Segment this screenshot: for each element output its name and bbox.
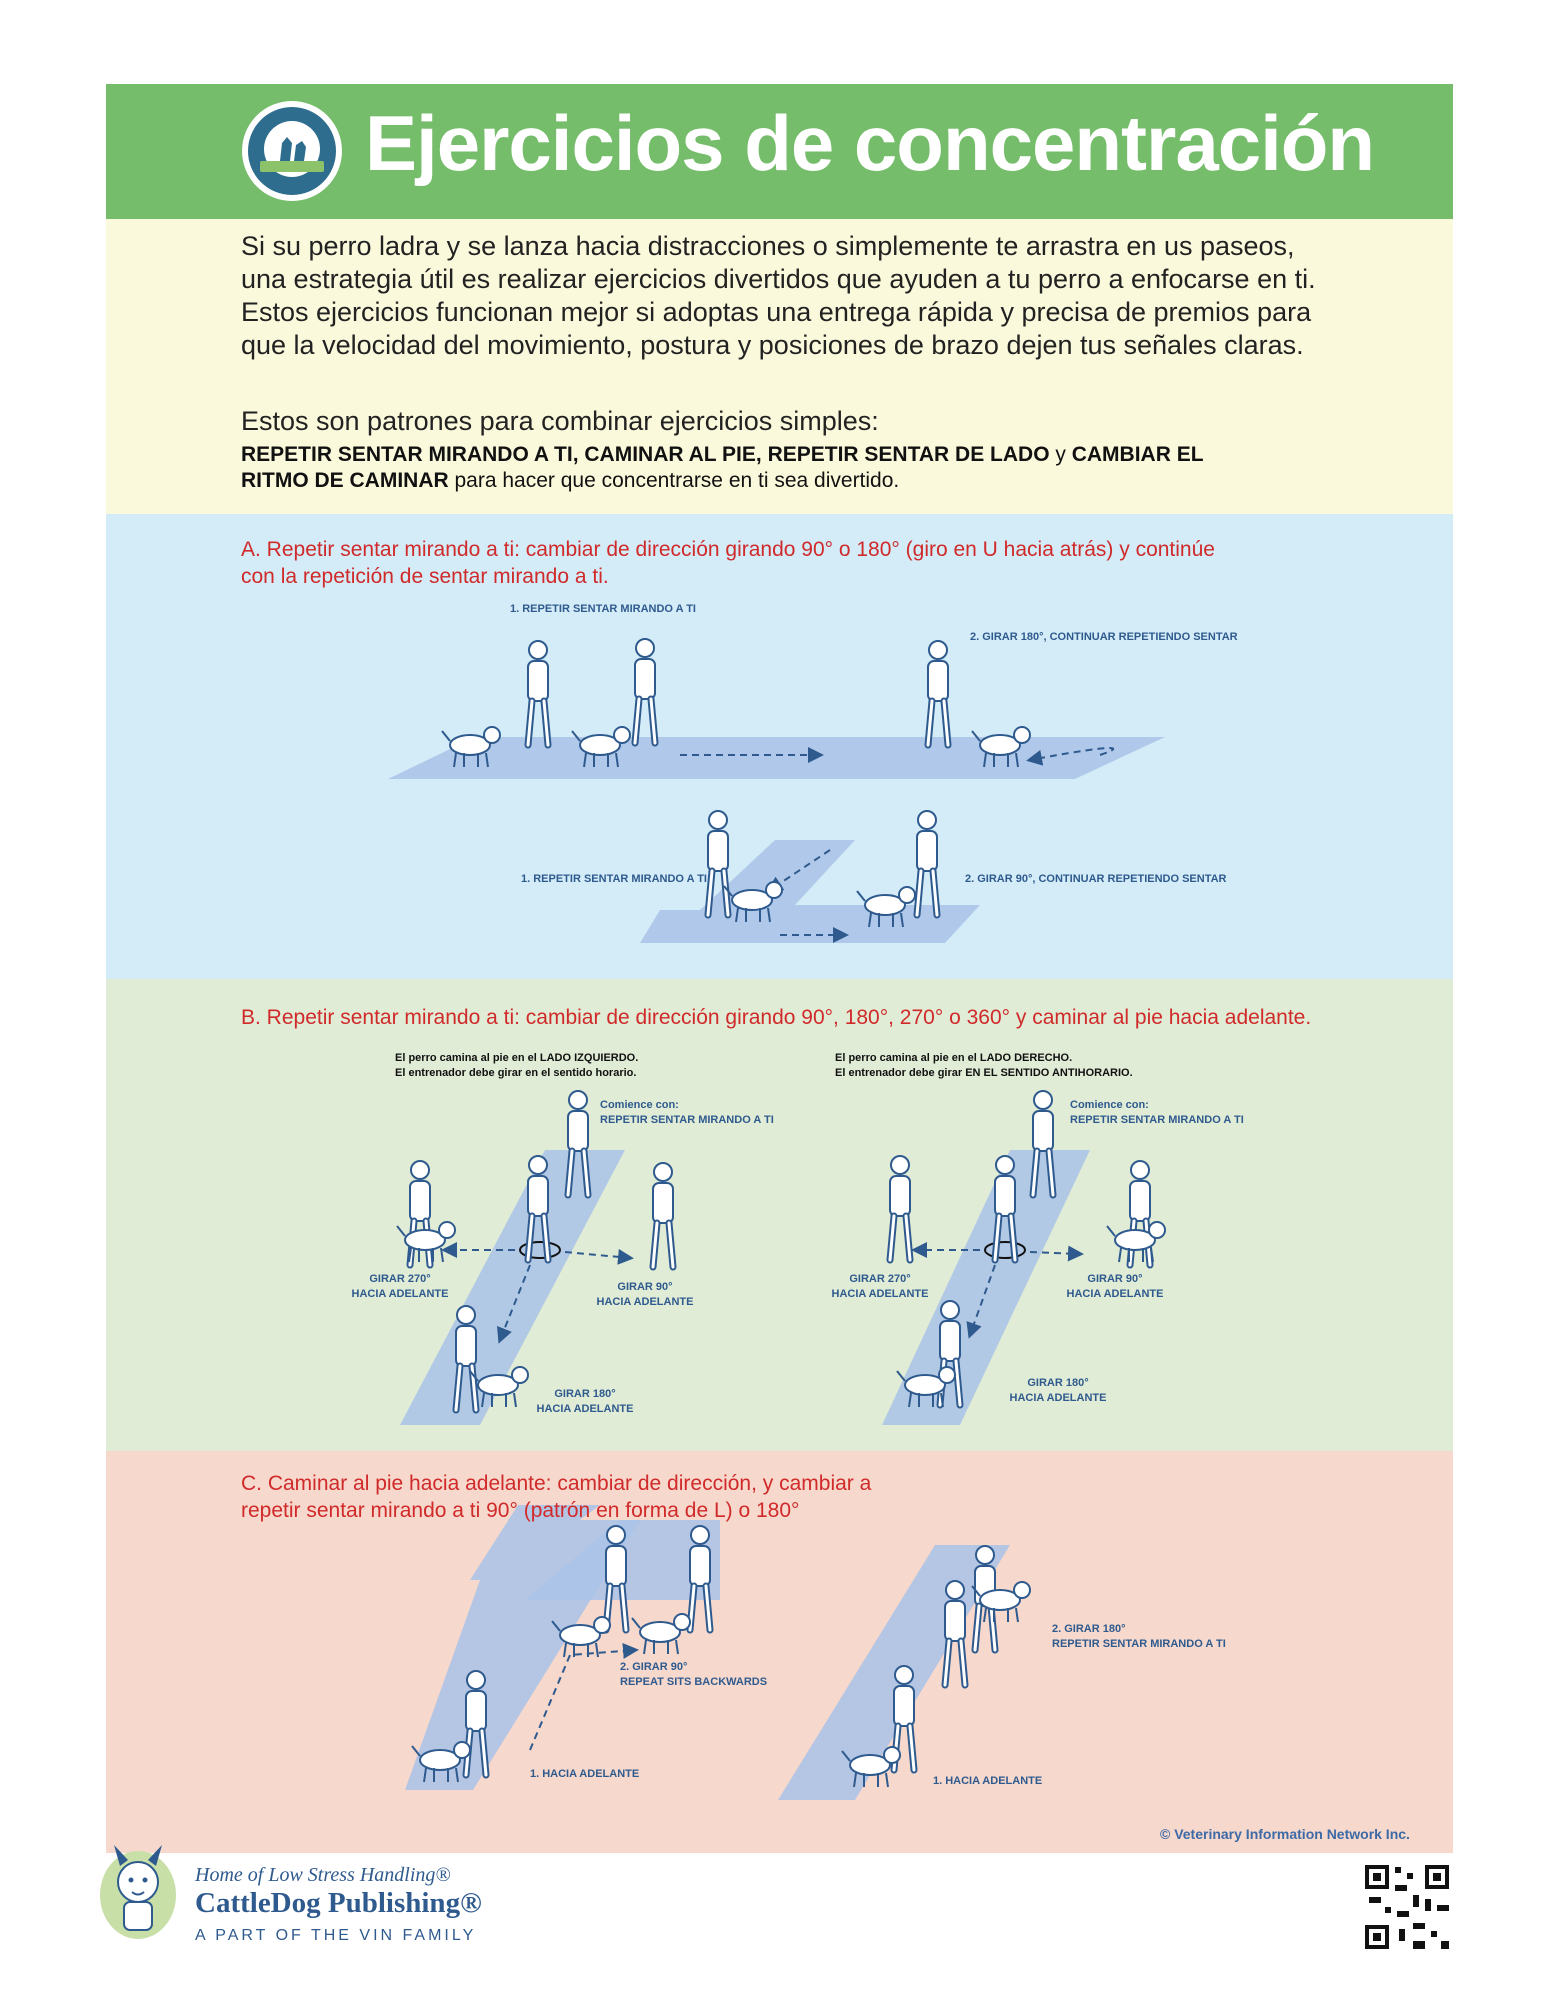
patterns-bold-c: RITMO DE CAMINAR	[241, 469, 449, 492]
turn-label-line: GIRAR 90°	[617, 1281, 673, 1293]
trainer-figure	[653, 1163, 673, 1267]
section-b-right-start-1: Comience con:	[1070, 1099, 1149, 1111]
turn-label-line: 2. GIRAR 90°	[620, 1661, 688, 1673]
section-a-title-line-1: A. Repetir sentar mirando a ti: cambiar de dirección girando 90° o 180° (giro en U hacia atrás) y continúe	[241, 538, 1215, 561]
section-a-label-3: 1. REPETIR SENTAR MIRANDO A TI	[521, 873, 707, 885]
trainer-figure	[928, 641, 948, 745]
footer-brand[interactable]: CattleDog Publishing®	[195, 1887, 482, 1919]
section-b-right-turn-270	[820, 1272, 940, 1302]
turn-label-line: HACIA ADELANTE	[596, 1296, 694, 1308]
patterns-y: y	[1049, 443, 1072, 466]
section-b-right-note-2: El entrenador debe girar EN EL SENTIDO ANTIHORARIO.	[835, 1067, 1133, 1079]
section-c-title-line-2: repetir sentar mirando a ti 90° (patrón en forma de L) o 180°	[241, 1499, 800, 1522]
intro-line-1: Si su perro ladra y se lanza hacia distracciones o simplemente te arrastra en us paseos,	[241, 231, 1295, 261]
turn-label-line: HACIA ADELANTE	[536, 1403, 634, 1415]
section-a-label-1: 1. REPETIR SENTAR MIRANDO A TI	[510, 603, 696, 615]
patterns-tail: para hacer que concentrarse en ti sea divertido.	[448, 469, 900, 492]
cattledog-logo	[100, 1845, 176, 1939]
section-a-title-line-2: con la repetición de sentar mirando a ti.	[241, 565, 609, 588]
section-c-right-forward: 1. HACIA ADELANTE	[933, 1775, 1043, 1787]
section-b-left-turn-270	[340, 1272, 460, 1302]
turn-label-line: GIRAR 270°	[849, 1273, 911, 1285]
intro-line-3: Estos ejercicios funcionan mejor si adoptas una entrega rápida y precisa de premios para	[241, 297, 1312, 327]
dog-figure	[632, 1614, 690, 1654]
patterns-heading: Estos son patrones para combinar ejercicios simples:	[241, 406, 879, 436]
turn-label-line: HACIA ADELANTE	[1066, 1288, 1164, 1300]
turn-label-line: GIRAR 90°	[1087, 1273, 1143, 1285]
page-title: Ejercicios de concentración	[365, 99, 1375, 187]
section-b-left-turn-180	[525, 1387, 645, 1417]
section-c-right-turn	[1052, 1622, 1226, 1652]
section-a-label-4: 2. GIRAR 90°, CONTINUAR REPETIENDO SENTAR	[965, 873, 1227, 885]
intro-line-2: una estrategia útil es realizar ejercicios divertidos que ayuden a tu perro a enfocarse en ti.	[241, 264, 1316, 294]
trainer-figure	[635, 639, 655, 743]
patterns-bold-b: CAMBIAR EL	[1071, 443, 1204, 466]
copyright-notice: © Veterinary Information Network Inc.	[1160, 1826, 1410, 1842]
section-b-left-note-1: El perro camina al pie en el LADO IZQUIERDO.	[395, 1052, 639, 1064]
turn-label-line: HACIA ADELANTE	[1009, 1392, 1107, 1404]
trainer-figure	[528, 641, 548, 745]
section-b-left-start-1: Comience con:	[600, 1099, 679, 1111]
section-a-label-2: 2. GIRAR 180°, CONTINUAR REPETIENDO SENTAR	[970, 631, 1238, 643]
section-b-left-turn-90	[585, 1280, 705, 1310]
turn-label-line: HACIA ADELANTE	[831, 1288, 929, 1300]
section-c-left-turn	[620, 1660, 767, 1690]
trainer-figure	[917, 811, 937, 915]
qr-code[interactable]	[1363, 1863, 1451, 1951]
turn-label-line: 2. GIRAR 180°	[1052, 1623, 1126, 1635]
turn-label-line: GIRAR 180°	[1027, 1377, 1089, 1389]
turn-label-line: REPEAT SITS BACKWARDS	[620, 1676, 768, 1688]
patterns-bold-a: REPETIR SENTAR MIRANDO A TI, CAMINAR AL PIE, REPETIR SENTAR DE LADO	[241, 443, 1050, 466]
turn-label-line: GIRAR 270°	[369, 1273, 431, 1285]
section-b-right-turn-90	[1055, 1272, 1175, 1302]
section-b-title: B. Repetir sentar mirando a ti: cambiar de dirección girando 90°, 180°, 270° o 360° y caminar al pie hacia adelante.	[241, 1006, 1312, 1029]
turn-90-arrow-left	[565, 1252, 630, 1258]
turn-label-line: REPETIR SENTAR MIRANDO A TI	[1052, 1638, 1226, 1650]
trainer-figure	[606, 1526, 626, 1630]
intro-line-4: que la velocidad del movimiento, postura y posiciones de brazo dejen tus señales claras.	[241, 330, 1304, 360]
section-b-right-note-1: El perro camina al pie en el LADO DERECHO.	[835, 1052, 1073, 1064]
section-a-floor-top	[388, 737, 1165, 779]
turn-label-line: GIRAR 180°	[554, 1388, 616, 1400]
section-b-right-turn-180	[998, 1376, 1118, 1406]
footer-family-line: A PART OF THE VIN FAMILY	[195, 1927, 477, 1944]
trainer-figure	[690, 1526, 710, 1630]
section-b-left-start-2: REPETIR SENTAR MIRANDO A TI	[600, 1114, 774, 1126]
footer-tagline: Home of Low Stress Handling®	[195, 1864, 451, 1886]
section-b-left-note-2: El entrenador debe girar en el sentido horario.	[395, 1067, 637, 1079]
trainer-figure	[890, 1156, 910, 1260]
section-c-title-line-1: C. Caminar al pie hacia adelante: cambiar de dirección, y cambiar a	[241, 1472, 872, 1495]
trainer-figure	[945, 1581, 965, 1685]
section-b-right-start-2: REPETIR SENTAR MIRANDO A TI	[1070, 1114, 1244, 1126]
section-c-left-forward: 1. HACIA ADELANTE	[530, 1768, 640, 1780]
turn-label-line: HACIA ADELANTE	[351, 1288, 449, 1300]
